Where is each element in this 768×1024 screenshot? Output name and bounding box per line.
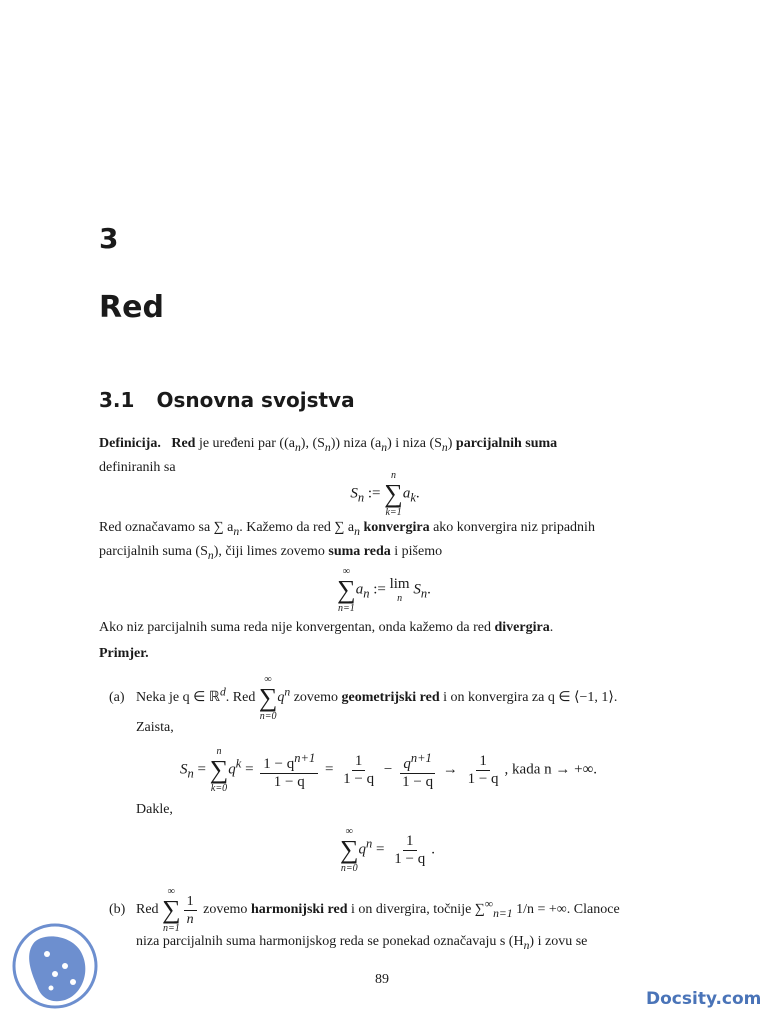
math-symbol: S [350, 485, 358, 502]
math-operator: := [364, 485, 385, 502]
fraction-numerator: 1 [184, 893, 197, 911]
subscript: n [363, 586, 370, 601]
text: i pišemo [394, 543, 443, 559]
term-red: Red [171, 436, 196, 451]
superscript: d [219, 685, 226, 699]
item-b-line2 [136, 934, 670, 952]
sum-lower-limit: k=1 [385, 507, 402, 518]
section-number: 3.1 [99, 388, 135, 412]
math-symbol: q [277, 690, 285, 706]
sum-lower-limit: n=1 [338, 603, 355, 614]
text: zovemo [290, 690, 339, 706]
equation-geometric-partial-sum: $S_n$ = n ∑ k=0 $q^k$ = $\frac{1 - q^{n+1}}{1 - q}$ = $\frac{1}{1 - q}$ − $\frac{q^{n+1}}{1 - q}$ → $\frac{1}{1 - q}$ , kada n → +∞. [180, 746, 598, 794]
subscript: n [233, 524, 240, 538]
fraction-numerator [400, 750, 434, 774]
text: i on konvergira za q ∈ ⟨−1, 1⟩. [443, 690, 618, 706]
math-punct: . [431, 841, 435, 858]
text: niza parcijalnih suma harmonijskog reda se ponekad označavaju s (H [136, 934, 524, 949]
subscript: n [420, 586, 428, 601]
sum-lower-limit: n=0 [259, 711, 277, 722]
math-symbol: a [355, 581, 364, 598]
sigma-icon: ∑ [340, 835, 359, 864]
equation-sum-of-series [314, 566, 454, 614]
text: 1/n = +∞. Clanoce [512, 902, 620, 918]
term-suma-reda: suma reda [328, 543, 391, 559]
sum-symbol [340, 826, 359, 874]
math-punct: . [427, 581, 431, 598]
sum-symbol [259, 674, 278, 722]
text: . Kažemo da red ∑ a [239, 520, 355, 535]
subscript: n [294, 440, 301, 454]
divergence-paragraph [99, 618, 669, 638]
sum-symbol [384, 470, 403, 518]
limit [390, 576, 410, 604]
superscript: k [235, 756, 242, 771]
fraction-denominator: 1 − q [273, 773, 305, 790]
sum-upper-limit: ∞ [345, 826, 353, 837]
math-text: , kada n → +∞. [504, 761, 598, 778]
sigma-icon: ∑ [162, 895, 181, 924]
sigma-icon: ∑ [337, 575, 356, 604]
subscript: n [207, 548, 214, 562]
subscript: n [523, 938, 530, 952]
subscript: n [324, 440, 331, 454]
text: Red označavamo sa ∑ a [99, 520, 234, 535]
item-b-label: (b) [109, 902, 126, 917]
zaista-text: Zaista, [136, 720, 174, 735]
math-text: q [403, 755, 411, 772]
fraction-numerator: 1 [352, 753, 366, 771]
fraction-denominator: 1 − q [467, 770, 499, 787]
text: Neka je q ∈ ℝ [136, 690, 220, 706]
term-divergira: divergira [494, 620, 550, 635]
page-number: 89 [375, 972, 389, 987]
text: . [549, 620, 554, 635]
sum-lower-limit: n=0 [340, 863, 358, 874]
subscript: n [187, 766, 194, 781]
text: Ako niz parcijalnih suma reda nije konvergentan, onda kažemo da red [99, 620, 491, 635]
sigma-icon: ∑ [384, 479, 403, 508]
sum-symbol [210, 746, 229, 794]
subscript: n=1 [493, 907, 513, 921]
definition-text: ) [447, 436, 453, 451]
text: parcijalnih suma (S [99, 543, 208, 559]
superscript: ∞ [484, 897, 494, 911]
math-symbol: S [180, 761, 188, 778]
docsity-logo-icon[interactable] [11, 922, 99, 1010]
subscript: n [357, 490, 365, 505]
section-heading [99, 388, 355, 412]
fraction-denominator: 1 − q [402, 773, 434, 790]
definition-text: ), (S [300, 436, 325, 451]
fraction-numerator [260, 750, 318, 774]
item-b-line1 [136, 886, 676, 934]
math-symbol: q [358, 841, 367, 858]
superscript: n+1 [410, 750, 432, 765]
math-operator: := [369, 581, 390, 598]
lim-subscript: n [397, 593, 403, 604]
fraction [260, 750, 318, 791]
sum-lower-limit: n=1 [162, 923, 180, 934]
chapter-number: 3 [99, 222, 119, 255]
subscript: n [354, 524, 360, 538]
subscript: k [410, 490, 416, 505]
example-label: Primjer. [99, 646, 149, 661]
text: zovemo [199, 902, 248, 918]
sum-symbol [162, 886, 181, 934]
equation-geometric-sum: ∞ ∑ n=0 $q^n$ = $\frac{1}{1 - q}$ . [340, 826, 435, 874]
sigma-icon: ∑ [209, 755, 229, 784]
fraction-denominator: 1 − q [343, 770, 375, 787]
fraction-numerator: 1 [403, 833, 417, 851]
text: i on divergira, točnije ∑ [351, 902, 485, 918]
subscript: n [381, 440, 388, 454]
math-text: 1 − q [263, 755, 295, 772]
term-konvergira: konvergira [363, 520, 430, 535]
fraction [399, 750, 436, 791]
sum-upper-limit: ∞ [264, 674, 272, 685]
definition-text: je uređeni par ((a [198, 436, 295, 451]
fraction-denominator: 1 − q [394, 850, 426, 867]
sum-symbol [337, 566, 356, 614]
convergence-paragraph [99, 518, 669, 566]
equation-partial-sum [320, 470, 450, 518]
section-title: Osnovna svojstva [156, 388, 355, 412]
definition-text: )) niza (a [330, 436, 382, 451]
text: . Red [225, 690, 256, 706]
math-symbol: q [228, 761, 236, 778]
math-symbol: S [413, 581, 421, 598]
term-geometric-series: geometrijski red [341, 690, 440, 706]
sum-upper-limit: n [391, 470, 397, 481]
docsity-watermark[interactable]: Docsity.com [646, 989, 762, 1009]
fraction [340, 753, 377, 788]
text: Red [136, 902, 159, 918]
text: ), čiji limes zovemo [213, 543, 325, 559]
definition-label: Definicija. [99, 436, 161, 451]
chapter-title: Red [99, 290, 164, 325]
sigma-icon: ∑ [258, 683, 278, 712]
subscript: n [441, 440, 448, 454]
definition-text: ) i niza (S [387, 436, 442, 451]
superscript: n [284, 685, 291, 699]
fraction [391, 833, 428, 868]
sum-lower-limit: k=0 [210, 783, 228, 794]
fraction-denominator: n [186, 911, 194, 927]
dakle-text: Dakle, [136, 802, 173, 817]
item-a-label: (a) [109, 690, 125, 705]
lim-text: lim [389, 576, 410, 592]
text: ako konvergira niz pripadnih [433, 520, 595, 535]
term-harmonic-series: harmonijski red [250, 902, 348, 918]
sum-upper-limit: ∞ [342, 566, 350, 577]
sum-upper-limit: ∞ [167, 886, 175, 897]
fraction-numerator: 1 [476, 753, 490, 771]
fraction [184, 893, 197, 928]
math-punct: . [415, 485, 420, 502]
term-partial-sums: parcijalnih suma [455, 436, 558, 451]
fraction [465, 753, 502, 788]
definition-text: definiranih sa [99, 459, 176, 475]
superscript: n+1 [294, 750, 316, 765]
sum-upper-limit: n [216, 746, 222, 757]
item-a-line1 [136, 674, 676, 722]
math-symbol: a [402, 485, 411, 502]
text: ) i zovu se [529, 934, 588, 949]
superscript: n [366, 836, 373, 851]
